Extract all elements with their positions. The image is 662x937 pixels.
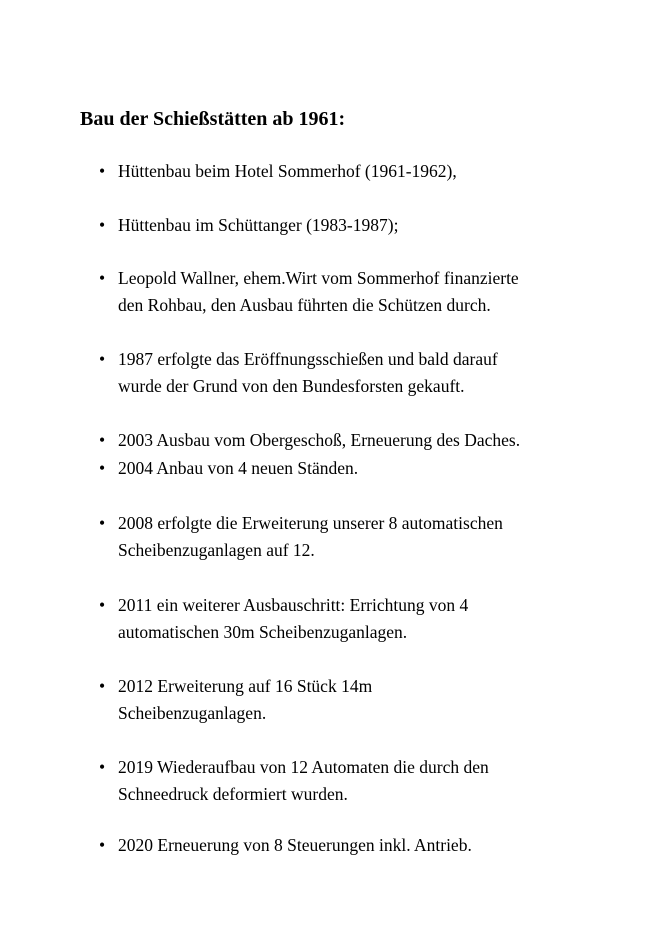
- list-item-text: Hüttenbau beim Hotel Sommerhof (1961-1962),: [118, 161, 457, 181]
- list-item: [99, 158, 638, 185]
- bullet-icon: •: [99, 458, 106, 478]
- list-item-text: automatischen 30m Scheibenzuganlagen.: [118, 622, 408, 642]
- list-item-text: den Rohbau, den Ausbau führten die Schützen durch.: [118, 295, 491, 315]
- list-item: [99, 510, 638, 564]
- list-item-text: 2008 erfolgte die Erweiterung unserer 8 automatischen: [118, 513, 503, 533]
- bullet-icon: •: [99, 676, 106, 696]
- list-item-text: 2012 Erweiterung auf 16 Stück 14m: [118, 676, 373, 696]
- list-item: [99, 265, 638, 319]
- list-item-text: 1987 erfolgte das Eröffnungsschießen und bald darauf: [118, 349, 498, 369]
- list-item: [99, 427, 638, 454]
- bullet-icon: •: [99, 513, 106, 533]
- bullet-icon: •: [99, 349, 106, 369]
- bullet-icon: •: [99, 268, 106, 288]
- list-item-text: 2003 Ausbau vom Obergeschoß, Erneuerung des Daches.: [118, 430, 521, 450]
- list-item-text: Leopold Wallner, ehem.Wirt vom Sommerhof finanzierte: [118, 268, 519, 288]
- list-item-text: Hüttenbau im Schüttanger (1983-1987);: [118, 215, 399, 235]
- bullet-icon: •: [99, 595, 106, 615]
- list-item-text: 2004 Anbau von 4 neuen Ständen.: [118, 458, 359, 478]
- list-item-text: wurde der Grund von den Bundesforsten gekauft.: [118, 376, 465, 396]
- list-item: [99, 346, 638, 400]
- list-item: [99, 212, 638, 239]
- list-item-text: Schneedruck deformiert wurden.: [118, 784, 348, 804]
- bullet-icon: •: [99, 757, 106, 777]
- list-item: [99, 673, 638, 727]
- list-item-text: 2019 Wiederaufbau von 12 Automaten die durch den: [118, 757, 489, 777]
- list-item-text: Scheibenzuganlagen.: [118, 703, 267, 723]
- bullet-icon: •: [99, 835, 106, 855]
- list-item-text: 2020 Erneuerung von 8 Steuerungen inkl. Antrieb.: [118, 835, 472, 855]
- list-item: [99, 832, 638, 859]
- list-item: [99, 455, 638, 482]
- bullet-icon: •: [99, 161, 106, 181]
- bullet-icon: •: [99, 430, 106, 450]
- list-item-text: Scheibenzuganlagen auf 12.: [118, 540, 315, 560]
- list-item: [99, 592, 638, 646]
- bullet-icon: •: [99, 215, 106, 235]
- list-item-text: 2011 ein weiterer Ausbauschritt: Errichtung von 4: [118, 595, 469, 615]
- list-item: [99, 754, 638, 808]
- section-heading: Bau der Schießstätten ab 1961:: [80, 108, 346, 130]
